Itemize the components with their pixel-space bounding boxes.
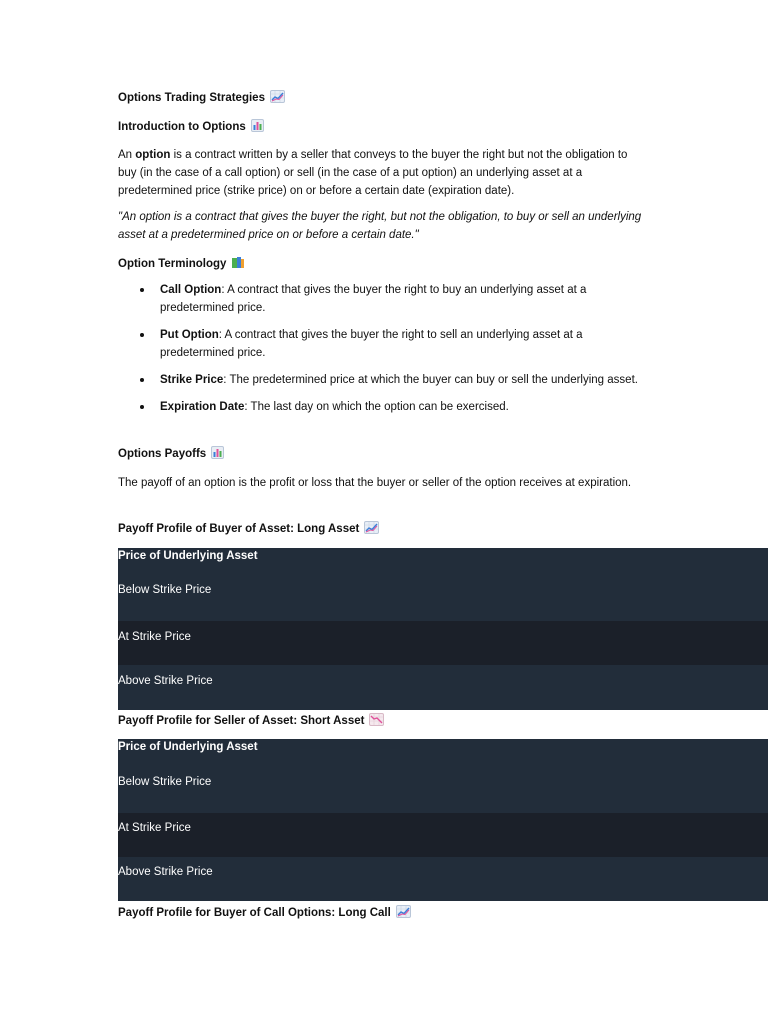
long-asset-heading [118, 521, 379, 537]
chart-increasing-icon [270, 90, 285, 106]
short-asset-heading-text: Payoff Profile for Seller of Asset: Short Asset [118, 715, 365, 727]
table-row [118, 621, 768, 665]
chart-increasing-icon [396, 905, 411, 921]
term-label: Call Option [160, 284, 222, 296]
bar-chart-icon [211, 446, 224, 462]
terminology-item [118, 371, 638, 389]
intro-heading [118, 119, 264, 135]
table-header-cell: Price of Underlying Asset [118, 550, 258, 562]
table-row [118, 575, 768, 621]
intro-heading-text: Introduction to Options [118, 121, 246, 133]
payoffs-heading [118, 446, 224, 462]
terminology-heading [118, 256, 245, 272]
terminology-item [118, 398, 638, 416]
intro-para-rest: is a contract written by a seller that conveys to the buyer the right but not the obligation to buy (in the case of a call option) or sell (in the case of a put option) an underlying asset at a predetermined price (strike price) on or before a certain date (expiration date). [118, 149, 628, 197]
term-label: Strike Price [160, 374, 224, 386]
intro-para-start: An [118, 149, 136, 161]
term-description: : The predetermined price at which the buyer can buy or sell the underlying asset. [223, 374, 638, 386]
term-label: Expiration Date [160, 401, 245, 413]
short-asset-heading [118, 713, 384, 729]
short-asset-table [118, 739, 768, 901]
table-row [118, 813, 768, 857]
table-cell: Above Strike Price [118, 675, 213, 687]
table-header-cell: Price of Underlying Asset [118, 741, 258, 753]
table-row [118, 665, 768, 710]
long-call-heading-text: Payoff Profile for Buyer of Call Options: Long Call [118, 907, 391, 919]
table-cell: Above Strike Price [118, 866, 213, 878]
term-label: Put Option [160, 329, 219, 341]
document-title-text: Options Trading Strategies [118, 92, 265, 104]
term-description: : The last day on which the option can be exercised. [244, 401, 509, 413]
terminology-heading-text: Option Terminology [118, 258, 227, 270]
long-asset-heading-text: Payoff Profile of Buyer of Asset: Long Asset [118, 523, 360, 535]
long-call-heading [118, 905, 411, 921]
table-row [118, 766, 768, 813]
term-description: : A contract that gives the buyer the right to sell an underlying asset at a predetermined price. [160, 329, 583, 359]
document-title [118, 90, 285, 106]
table-cell: Below Strike Price [118, 776, 212, 788]
long-asset-table [118, 548, 768, 710]
table-header-row [118, 548, 768, 575]
intro-para-bold-term: option [135, 149, 171, 161]
intro-paragraph [118, 146, 648, 200]
terminology-item [118, 326, 638, 362]
books-icon [231, 256, 245, 272]
table-header-row [118, 739, 768, 766]
table-cell: At Strike Price [118, 822, 191, 834]
table-cell: At Strike Price [118, 631, 191, 643]
table-row [118, 857, 768, 901]
term-description: : A contract that gives the buyer the right to buy an underlying asset at a predetermined price. [160, 284, 587, 314]
intro-quote: "An option is a contract that gives the buyer the right, but not the obligation, to buy or sell an underlying asset at a predetermined price on or before a certain date." [118, 211, 642, 241]
payoffs-heading-text: Options Payoffs [118, 448, 207, 460]
bar-chart-icon [251, 119, 264, 135]
chart-increasing-icon [364, 521, 379, 537]
terminology-list [118, 281, 638, 425]
chart-decreasing-icon [369, 713, 384, 729]
table-cell: Below Strike Price [118, 584, 212, 596]
terminology-item [118, 281, 638, 317]
payoffs-paragraph: The payoff of an option is the profit or loss that the buyer or seller of the option receives at expiration. [118, 477, 632, 489]
